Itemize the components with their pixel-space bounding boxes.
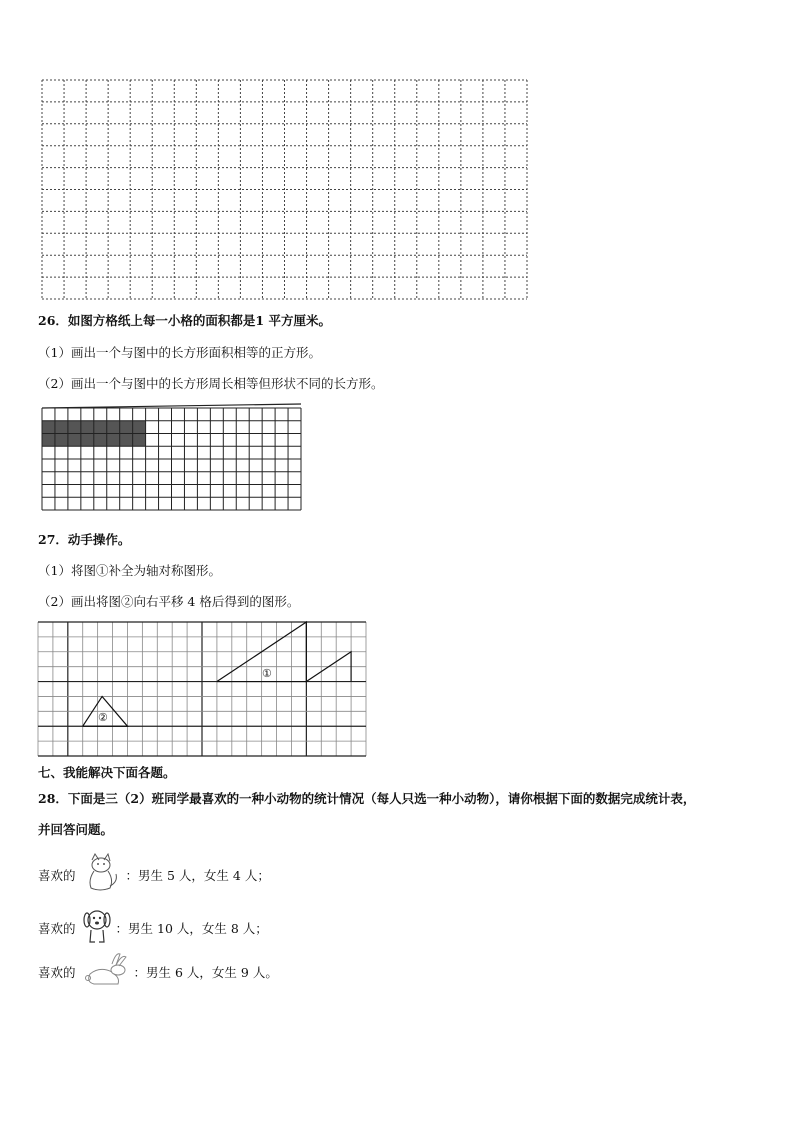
animal-prefix: 喜欢的 bbox=[38, 920, 76, 936]
dog-icon bbox=[82, 906, 112, 949]
q27-sub1: （1）将图①补全为轴对称图形。 bbox=[38, 563, 221, 578]
animal-prefix: 喜欢的 bbox=[38, 964, 76, 980]
list-item bbox=[38, 906, 268, 949]
list-item bbox=[38, 852, 270, 897]
rabbit-icon bbox=[82, 952, 130, 991]
q26-sub2: （2）画出一个与图中的长方形周长相等但形状不同的长方形。 bbox=[38, 376, 384, 391]
list-item bbox=[38, 952, 278, 991]
figure-2-label: ② bbox=[98, 711, 108, 724]
cat-icon bbox=[82, 852, 122, 897]
animal-prefix: 喜欢的 bbox=[38, 867, 76, 883]
figure-1-label: ① bbox=[262, 667, 272, 680]
animal-count-text: ：男生 5 人，女生 4 人； bbox=[125, 867, 270, 883]
q26-title: 26．如图方格纸上每一小格的面积都是1 平方厘米。 bbox=[38, 313, 331, 328]
q26-sub1: （1）画出一个与图中的长方形面积相等的正方形。 bbox=[38, 345, 321, 360]
q28-line2: 并回答问题。 bbox=[38, 822, 114, 837]
q27-sub2: （2）画出将图②向右平移 4 格后得到的图形。 bbox=[38, 594, 300, 609]
animal-count-text: ：男生 10 人，女生 8 人； bbox=[115, 920, 268, 936]
section7-title: 七、我能解决下面各题。 bbox=[38, 765, 176, 780]
q28-line1: 28．下面是三（2）班同学最喜欢的一种小动物的统计情况（每人只选一种小动物），请你根据下面的数据完成统计表， bbox=[38, 791, 696, 806]
q27-title: 27．动手操作。 bbox=[38, 532, 131, 547]
animal-count-text: ：男生 6 人，女生 9 人。 bbox=[133, 964, 278, 980]
